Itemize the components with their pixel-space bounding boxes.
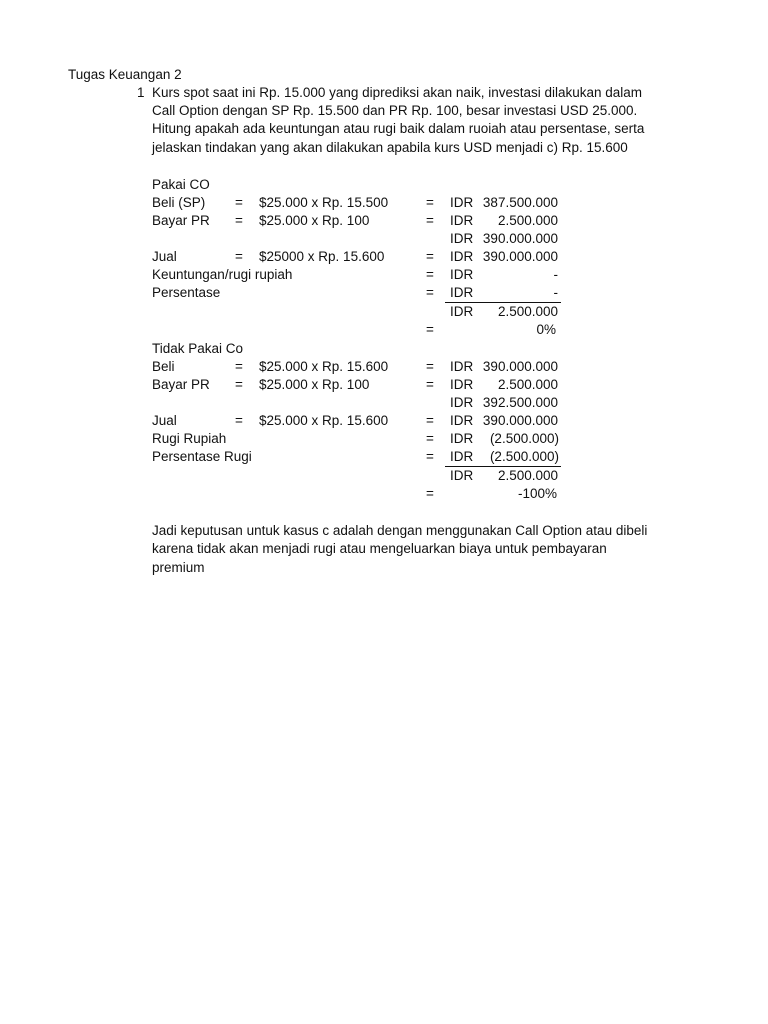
- row-amount: 390.000.000: [482, 413, 558, 428]
- currency-label: IDR: [450, 449, 474, 464]
- equals-sign: =: [235, 195, 243, 210]
- currency-label: IDR: [450, 285, 474, 300]
- currency-label: IDR: [450, 431, 474, 446]
- row-label: Persentase: [152, 285, 221, 300]
- equals-sign: =: [426, 449, 434, 464]
- row-label: Persentase Rugi: [152, 449, 252, 464]
- row-label: Bayar PR: [152, 213, 210, 228]
- equals-sign: =: [426, 249, 434, 264]
- calc-row-denominator: [0, 303, 768, 321]
- row-amount: 390.000.000: [482, 249, 558, 264]
- equals-sign: =: [426, 431, 434, 446]
- equals-sign: =: [426, 195, 434, 210]
- calc-row-result: [0, 321, 768, 339]
- equals-sign: =: [235, 213, 243, 228]
- calc-row-bayar-pr: [0, 376, 768, 394]
- section-heading-tidak: [0, 340, 768, 358]
- row-amount: -100%: [517, 486, 557, 501]
- currency-label: IDR: [450, 195, 474, 210]
- equals-sign: =: [426, 322, 434, 337]
- equals-sign: =: [426, 285, 434, 300]
- currency-label: IDR: [450, 413, 474, 428]
- document-title: Tugas Keuangan 2: [68, 67, 182, 82]
- row-amount: 0%: [536, 322, 556, 337]
- equals-sign: =: [426, 213, 434, 228]
- heading-text: Tidak Pakai Co: [152, 341, 244, 356]
- section-heading-pakai: [0, 176, 768, 194]
- row-label: Beli (SP): [152, 195, 206, 210]
- currency-label: IDR: [450, 231, 474, 246]
- calc-row-jual: [0, 248, 768, 266]
- heading-text: Pakai CO: [152, 177, 210, 192]
- row-label: Beli: [152, 359, 175, 374]
- row-amount: 392.500.000: [482, 395, 558, 410]
- equals-sign: =: [426, 486, 434, 501]
- calc-row-jual: [0, 412, 768, 430]
- currency-label: IDR: [450, 213, 474, 228]
- equals-sign: =: [426, 267, 434, 282]
- calc-row-rugi-rupiah: [0, 430, 768, 448]
- calc-row-subtotal: [0, 230, 768, 248]
- calc-row-persentase: [0, 284, 768, 302]
- calc-row-keuntungan: [0, 266, 768, 284]
- currency-label: IDR: [450, 468, 474, 483]
- equals-sign: =: [426, 359, 434, 374]
- row-expression: $25.000 x Rp. 15.600: [259, 413, 389, 428]
- row-label: Jual: [152, 413, 177, 428]
- currency-label: IDR: [450, 377, 474, 392]
- row-expression: $25.000 x Rp. 15.600: [259, 359, 389, 374]
- question-number: 1: [137, 85, 145, 100]
- row-label: Bayar PR: [152, 377, 210, 392]
- row-amount: (2.500.000): [489, 449, 559, 464]
- row-amount: -: [553, 285, 558, 300]
- calc-row-beli-sp: [0, 194, 768, 212]
- currency-label: IDR: [450, 304, 474, 319]
- conclusion-text: Jadi keputusan untuk kasus c adalah dengan menggunakan Call Option atau dibeli karena tidak akan menjadi rugi atau mengeluarkan biaya untuk pembayaran premium: [152, 523, 648, 575]
- currency-label: IDR: [450, 267, 474, 282]
- equals-sign: =: [235, 359, 243, 374]
- calc-row-denominator: [0, 467, 768, 485]
- row-amount: 2.500.000: [497, 377, 558, 392]
- row-expression: $25.000 x Rp. 15.500: [259, 195, 389, 210]
- equals-sign: =: [235, 249, 243, 264]
- calc-row-beli: [0, 358, 768, 376]
- row-amount: 390.000.000: [482, 231, 558, 246]
- calc-row-persentase-rugi: [0, 448, 768, 466]
- row-amount: 2.500.000: [497, 213, 558, 228]
- calc-row-subtotal: [0, 394, 768, 412]
- equals-sign: =: [426, 377, 434, 392]
- row-expression: $25000 x Rp. 15.600: [259, 249, 385, 264]
- row-label: Jual: [152, 249, 177, 264]
- equals-sign: =: [235, 377, 243, 392]
- calc-row-result: [0, 485, 768, 503]
- row-expression: $25.000 x Rp. 100: [259, 213, 370, 228]
- equals-sign: =: [426, 413, 434, 428]
- row-amount: 2.500.000: [497, 468, 558, 483]
- currency-label: IDR: [450, 249, 474, 264]
- row-expression: $25.000 x Rp. 100: [259, 377, 370, 392]
- currency-label: IDR: [450, 359, 474, 374]
- question-text: Kurs spot saat ini Rp. 15.000 yang diprediksi akan naik, investasi dilakukan dalam Call Option dengan SP Rp. 15.500 dan PR Rp. 100, besar investasi USD 25.000. Hitung apakah ada keuntungan atau rugi baik dalam ruoiah atau persentase, serta jelaskan tindakan yang akan dilakukan apabila kurs USD menjadi c) Rp. 15.600: [152, 85, 645, 155]
- row-label: Rugi Rupiah: [152, 431, 227, 446]
- calc-row-bayar-pr: [0, 212, 768, 230]
- row-amount: -: [553, 267, 558, 282]
- row-amount: 2.500.000: [497, 304, 558, 319]
- row-amount: 390.000.000: [482, 359, 558, 374]
- row-amount: 387.500.000: [482, 195, 558, 210]
- equals-sign: =: [235, 413, 243, 428]
- currency-label: IDR: [450, 395, 474, 410]
- row-label: Keuntungan/rugi rupiah: [152, 267, 293, 282]
- row-amount: (2.500.000): [489, 431, 559, 446]
